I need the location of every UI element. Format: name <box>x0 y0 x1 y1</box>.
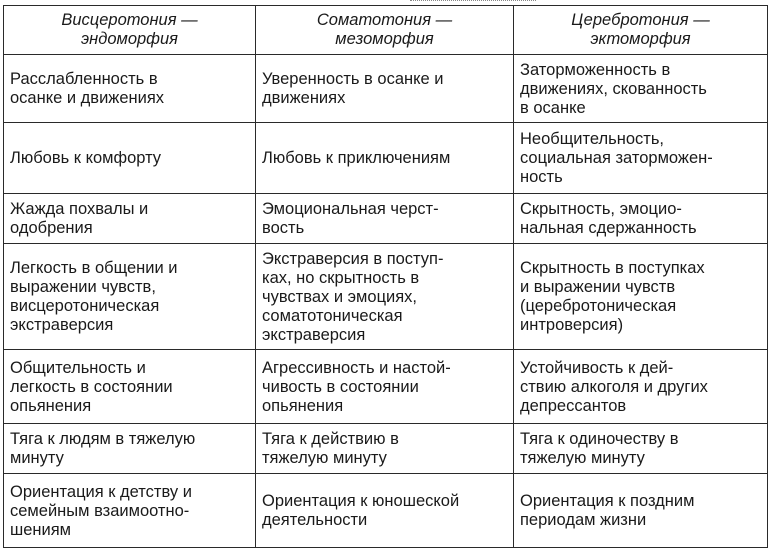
header-cerebrotonia: Церебротония — эктоморфия <box>514 6 768 55</box>
table-cell: Тяга к людям в тяжелую минуту <box>4 424 256 474</box>
table-row <box>4 55 768 123</box>
table-cell: Уверенность в осанке и движениях <box>256 55 514 123</box>
table-cell: Эмоциональная черст- вость <box>256 194 514 244</box>
table-cell: Общительность и легкость в состоянии опьянения <box>4 350 256 424</box>
table-cell: Скрытность в поступках и выражении чувств (церебротоническая интроверсия) <box>514 244 768 350</box>
table-row <box>4 194 768 244</box>
table-cell: Скрытность, эмоцио- нальная сдержанность <box>514 194 768 244</box>
header-row <box>4 6 768 55</box>
table-cell: Заторможенность в движениях, скованность в осанке <box>514 55 768 123</box>
table-cell: Тяга к действию в тяжелую минуту <box>256 424 514 474</box>
table-row <box>4 474 768 548</box>
table-cell: Любовь к приключениям <box>256 123 514 194</box>
table-cell: Любовь к комфорту <box>4 123 256 194</box>
table-cell: Ориентация к поздним периодам жизни <box>514 474 768 548</box>
table-cell: Необщительность, социальная заторможен- ность <box>514 123 768 194</box>
table-cell: Устойчивость к дей- ствию алкоголя и других депрессантов <box>514 350 768 424</box>
table-cell: Агрессивность и настой- чивость в состоянии опьянения <box>256 350 514 424</box>
table-row <box>4 424 768 474</box>
table-cell: Тяга к одиночеству в тяжелую минуту <box>514 424 768 474</box>
header-somatotonia: Соматотония — мезоморфия <box>256 6 514 55</box>
table-cell: Ориентация к детству и семейным взаимоотно- шениям <box>4 474 256 548</box>
table-cell: Экстраверсия в поступ- ках, но скрытность в чувствах и эмоциях, соматотоническая экстраверсия <box>256 244 514 350</box>
table-row <box>4 350 768 424</box>
table-row <box>4 244 768 350</box>
table-cell: Расслабленность в осанке и движениях <box>4 55 256 123</box>
header-viscerotonia: Висцеротония — эндоморфия <box>4 6 256 55</box>
top-dotted-rule <box>410 0 536 3</box>
table-cell: Ориентация к юношеской деятельности <box>256 474 514 548</box>
table-row <box>4 123 768 194</box>
table-cell: Легкость в общении и выражении чувств, висцеротоническая экстраверсия <box>4 244 256 350</box>
table-cell: Жажда похвалы и одобрения <box>4 194 256 244</box>
temperament-types-table <box>3 5 768 548</box>
